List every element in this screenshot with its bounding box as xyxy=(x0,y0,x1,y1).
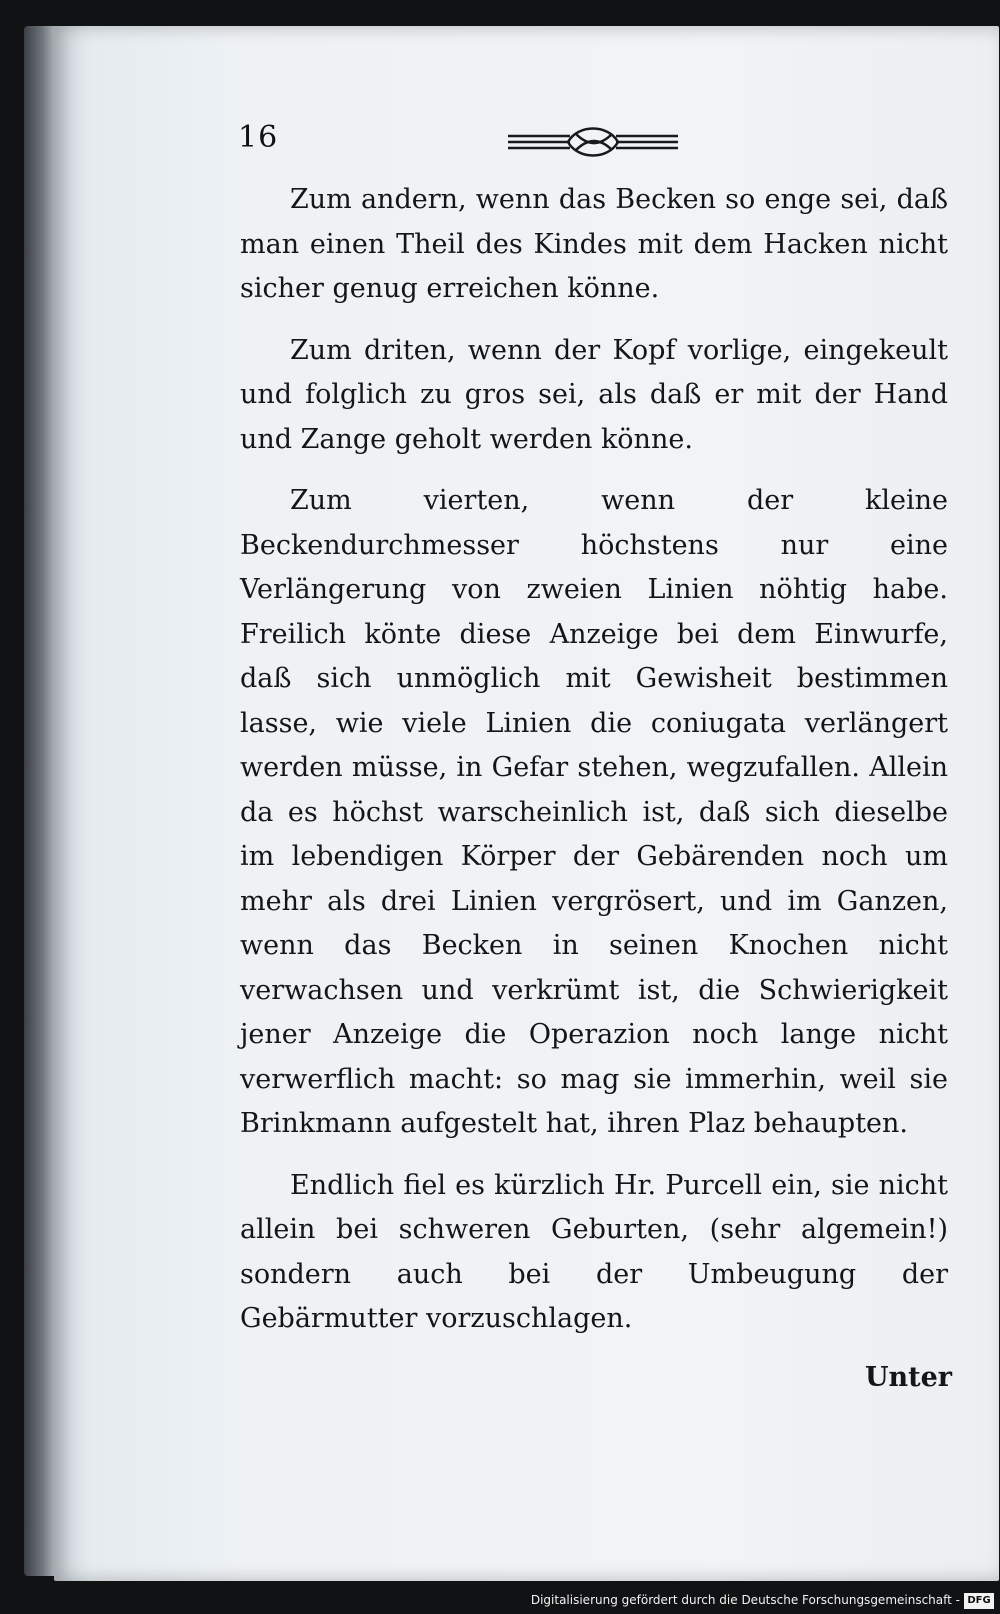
page-number: 16 xyxy=(238,120,279,155)
paragraph: Endlich fiel es kürzlich Hr. Purcell ein, sie nicht allein bei schweren Geburten, (sehr algemein!) sondern auch bei der Umbeugung der Gebärmutter vorzuschlagen. xyxy=(240,1169,948,1334)
catchword: Unter xyxy=(864,1362,952,1393)
footer-credit: Digitalisierung gefördert durch die Deutsche Forschungsgemeinschaft - xyxy=(530,1593,960,1607)
dfg-logo-icon: DFG xyxy=(964,1593,994,1609)
body-text xyxy=(240,178,948,1342)
paragraph: Zum andern, wenn das Becken so enge sei, daß man einen Theil des Kindes mit dem Hacken nicht sicher genug erreichen könne. xyxy=(240,184,948,304)
paragraph: Zum driten, wenn der Kopf vorlige, eingekeult und folglich zu gros sei, als daß er mit der Hand und Zange geholt werden könne. xyxy=(240,334,948,455)
footer-bar xyxy=(0,1584,1000,1614)
printer-ornament xyxy=(508,122,678,162)
paragraph: Zum vierten, wenn der kleine Beckendurchmesser höchstens nur eine Verlängerung von zweien Linien nöhtig habe. Freilich könte diese Anzeige bei dem Einwurfe, daß sich unmöglich mit Gewisheit bestimmen lasse, wie viele Linien die coniugata verlängert werden müsse, in Gefar stehen, wegzufallen. Allein da es höchst warscheinlich ist, daß sich dieselbe im lebendigen Körper der Gebärenden noch um mehr als drei Linien vergrösert, und im Ganzen, wenn das Becken in seinen Knochen nicht verwachsen und verkrümt ist, die Schwierigkeit jener Anzeige die Operazion noch lange nicht verwerflich macht: so mag sie immerhin, weil sie Brinkmann aufgestelt hat, ihren Plaz behaupten. xyxy=(240,485,948,1139)
